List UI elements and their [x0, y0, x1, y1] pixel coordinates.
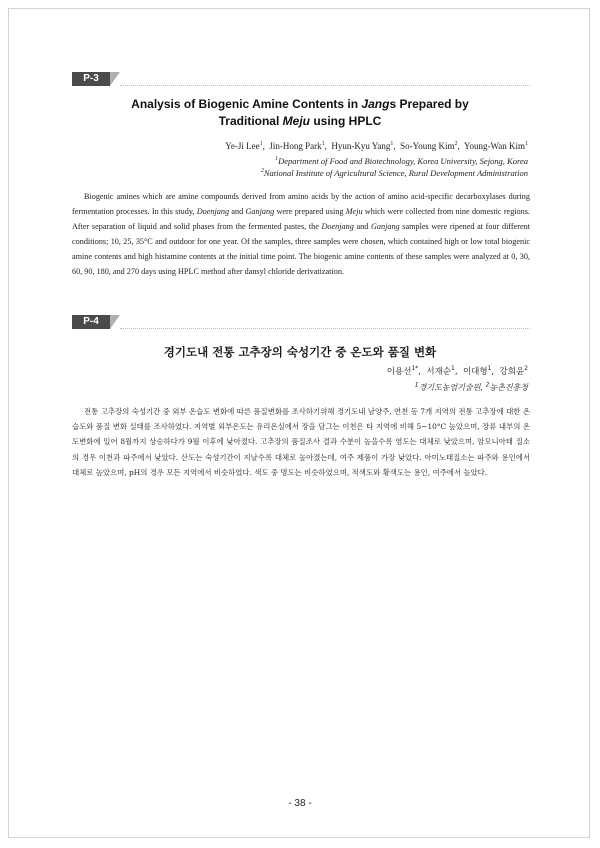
author: Jin-Hong Park$^1$	[269, 141, 325, 151]
affiliations-p4: $^1$경기도농업기술원, $^2$농촌진흥청	[414, 381, 528, 392]
author: Young-Wan Kim$^1$	[463, 141, 528, 151]
badge-label: P-3	[72, 72, 110, 86]
author-list-p3: Ye-Ji Lee$^1$, Jin-Hong Park$^1$, Hyun-Kyu Yang$^1$, So-Young Kim$^2$, Young-Wan Kim$^1$	[225, 141, 528, 151]
section-badge-p3	[72, 72, 120, 86]
author: Hyun-Kyu Yang$^1$	[331, 141, 394, 151]
affiliation-1-p3: $^1$Department of Food and Biotechnology, Korea University, Sejong, Korea	[275, 156, 528, 166]
author: Ye-Ji Lee$^1$	[225, 141, 263, 151]
title-emphasis: Meju	[282, 114, 310, 128]
author: 이용선$^{1*}$	[386, 365, 419, 377]
title-emphasis: Jang	[361, 97, 390, 111]
author: 이대형$^1$	[462, 365, 492, 377]
page-number: - 38 -	[288, 798, 312, 809]
abstract-p3: Biogenic amines which are amine compounds derived from amino acids by the action of amino acid-specific decarboxylases during fermentation processes. In this study, Doenjang and Ganjang were prepared using Meju which were collected from nine domestic regions. After separation of liquid and solid phases from the fermented pastes, the Doenjang and Ganjang samples were ripened at four different conditions; 10, 25, 35°C and outdoor for one year. Of the samples, three samples were chosen, which contained high or low total biogenic amine contents and high histamine contents at the initial time point. The biogenic amine contents of these samples were analyzed at 0, 30, 60, 90, 180, and 270 days using HPLC method after dansyl chloride derivatization.	[72, 192, 531, 276]
badge-tail	[110, 315, 120, 329]
paper-title-p3: Analysis of Biogenic Amine Contents in Jangs Prepared by Traditional Meju using HPLC	[131, 97, 469, 128]
badge-label: P-4	[72, 315, 110, 329]
badge-rule	[120, 85, 530, 86]
abstract-p4: 전통 고추장의 숙성기간 중 외부 온습도 변화에 따른 품질변화를 조사하기위해 경기도내 남양주, 연천 등 7개 지역의 전통 고추장에 대한 온습도와 품질 변화 실태를 조사하였다. 지역별 외부온도는 유리온실에서 장을 담그는 이천은 타 지역에 비해 5~10°C 높았으며, 장류 내부의 온도변화에 있어 8월까지 상승하다가 9월 이후에 낮아졌다. 고추장의 품질조사 결과 수분이 높을수록 염도는 대체로 낮았으며, 암모니아태 질소의 경우 이천과 파주에서 낮았다. 산도는 숙성기간이 지날수록 대체로 높아졌는데, 여주 제품이 가장 낮았다. 아미노태질소는 파주와 용인에서 대체로 높았으며, pH의 경우 모든 지역에서 비슷하였다. 색도 중 명도는 비슷하였으며, 적색도와 황색도는 용인, 여주에서 높았다.	[72, 407, 530, 477]
author-list-p4: 이용선$^{1*}$, 서재순$^1$, 이대형$^1$, 강희윤$^2$	[386, 365, 528, 377]
section-badge-p4	[72, 315, 120, 329]
paper-title-p4: 경기도내 전통 고추장의 숙성기간 중 온도와 품질 변화	[163, 345, 437, 359]
badge-rule	[120, 328, 530, 329]
badge-tail	[110, 72, 120, 86]
author: 강희윤$^2$	[499, 365, 528, 377]
author: 서재순$^1$	[426, 365, 455, 377]
author: So-Young Kim$^2$	[400, 141, 458, 151]
affiliation-2-p3: $^2$National Institute of Agricultural Science, Rural Development Administration	[260, 168, 528, 178]
